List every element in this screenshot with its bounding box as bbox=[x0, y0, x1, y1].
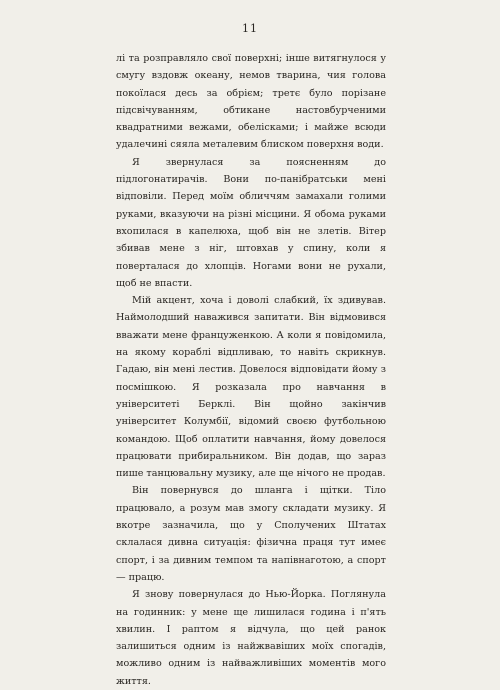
page-number: 11 bbox=[242, 22, 258, 35]
paragraph-4: Він повернувся до шланга і щітки. Тіло працювало, а розум мав змогу складати музику. Я вкотре зазначила, що у Сполучених Штатах склалася дивна ситуація: фізична праця тут имеє спорт, і за дивним темпом та напівнаготою, а спорт — працю. bbox=[116, 485, 386, 583]
paragraph-2: Я звернулася за поясненням до підлогонатирачів. Вони по-панібратськи мені відповіли. Перед моїм обличчям замахали голими руками, вказуючи на різні місцини. Я обома руками вхопилася в капелюха, щоб він не злетів. Вітер збивав мене з ніг, штовхав у спину, коли я поверталася до хлопців. Ногами вони не рухали, щоб не впасти. bbox=[116, 156, 386, 289]
paragraph-3: Мій акцент, хоча і доволі слабкий, їх здивував. Наймолодший наважився запитати. Він відмовився вважати мене француженкою. А коли я повідомила, на якому кораблі відпливаю, то навіть скрикнув. Гадаю, він мені лестив. Довелося відповідати йому з посмішкою. Я розказала про навчання в університеті Берклі. Він щойно закінчив університет Колумбії, відомий своєю футбольною командою. Щоб оплатити навчання, йому довелося працювати прибиральником. Він додав, що зараз пише танцювальну музику, але ще нічого не продав. bbox=[116, 295, 386, 480]
paragraph-5: Я знову повернулася до Нью-Йорка. Поглянула на годинник: у мене ще лишилася година і п'ять хвилин. І раптом я відчула, що цей ранок залишиться одним із найжвавіших моїх спогадів, можливо одним із найважливіших моментів мого життя. bbox=[116, 589, 386, 687]
paragraph-1: лі та розправляло свої поверхні; інше витягнулося у смугу вздовж океану, немов тварина, чия голова покоїлася десь за обрієм; третє було порізане підсвічуванням, обтикане настовбурченими квадратними вежами, обелісками; і майже всюди удалечині сяяла металевим блиском поверхня води. bbox=[116, 53, 386, 151]
body-text bbox=[116, 50, 386, 690]
